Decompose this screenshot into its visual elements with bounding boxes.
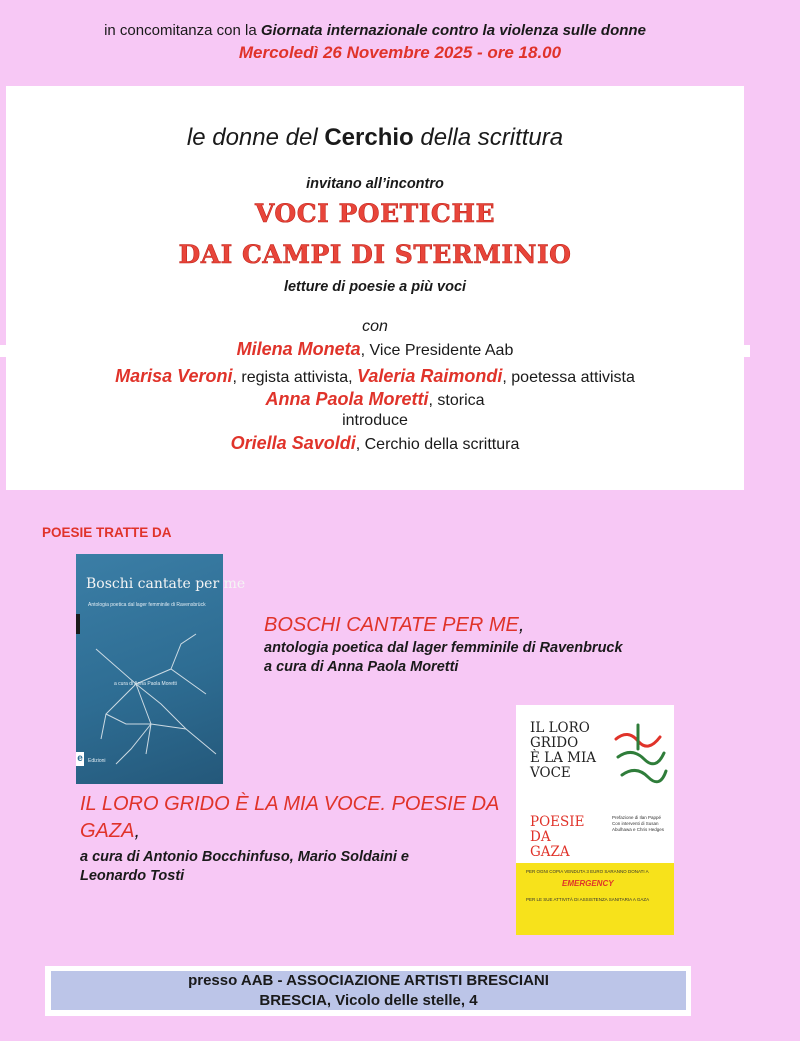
book2-description: a cura di Antonio Bocchinfuso, Mario Soldaini e Leonardo Tosti: [80, 849, 409, 884]
event-subtitle: letture di poesie a più voci: [283, 279, 467, 295]
speaker-name: Anna Paola Moretti: [265, 389, 429, 409]
introduce-label: introduce: [342, 412, 408, 429]
cover-donation-band: PER OGNI COPIA VENDUTA 3 EURO SARANNO DONATI A EMERGENCY PER LE SUE ATTIVITÀ DI ASSISTENZA SANITARIA A GAZA: [516, 863, 674, 935]
emergency-logo: EMERGENCY: [562, 879, 614, 888]
cover-subtitle: POESIE DA GAZA: [530, 814, 585, 860]
publisher-logo: e: [77, 753, 83, 764]
book-cover-gaza: [516, 705, 674, 935]
cover-subtitle: Antologia poetica dal lager femminile di Ravensbrück: [88, 602, 206, 608]
cover-credits: Prefazione di Ilan Pappé Con interventi di Susan Abulhawa e Chris Hedges: [612, 815, 665, 832]
cover-title: Boschi cantate per me: [86, 576, 246, 592]
speaker-line-3: Anna Paola Moretti, storica: [265, 389, 485, 409]
book2-title: IL LORO GRIDO È LA MIA VOCE. POESIE DA GAZA,: [80, 793, 499, 842]
venue-box: [51, 971, 686, 1010]
event-title-line-2: DAI CAMPI DI STERMINIO: [178, 240, 572, 269]
speaker-line-1: Milena Moneta, Vice Presidente Aab: [236, 339, 514, 359]
header-occasion: in concomitanza con la Giornata internazionale contro la violenza sulle donne: [104, 22, 646, 39]
speaker-name: Milena Moneta: [236, 339, 361, 359]
arabic-calligraphy-illustration: [608, 719, 670, 789]
event-date: Mercoledì 26 Novembre 2025 - ore 18.00: [238, 43, 562, 62]
cracked-glass-illustration: [76, 554, 223, 784]
invite-text: invitano all’incontro: [306, 176, 444, 192]
cover-author: a cura di Anna Paola Moretti: [114, 681, 177, 687]
speaker-name: Marisa Veroni: [115, 366, 233, 386]
cover-title: IL LORO GRIDO È LA MIA VOCE: [530, 720, 597, 781]
organizer-title: le donne del Cerchio della scrittura: [186, 124, 564, 151]
con-label: con: [362, 318, 388, 335]
event-title-line-1: VOCI POETICHE: [254, 199, 496, 228]
book-cover-boschi: [76, 554, 246, 784]
speaker-line-5: Oriella Savoldi, Cerchio della scrittura: [230, 433, 520, 453]
speaker-line-2: Marisa Veroni, regista attivista, Valeria Raimondi, poetessa attivista: [115, 366, 635, 386]
occasion-name: Giornata internazionale contro la violenza sulle donne: [260, 22, 646, 39]
book1-description: antologia poetica dal lager femminile di Ravenbruck a cura di Anna Paola Moretti: [264, 640, 623, 675]
venue-address: BRESCIA, Vicolo delle stelle, 4: [259, 992, 478, 1009]
speaker-name: Oriella Savoldi: [230, 433, 356, 453]
cover-publisher-bar: Edizioni: [88, 758, 106, 764]
venue-name: presso AAB - ASSOCIAZIONE ARTISTI BRESCIANI: [188, 972, 549, 989]
books-section-label: POESIE TRATTE DA: [42, 525, 172, 540]
speaker-name: Valeria Raimondi: [356, 366, 503, 386]
book1-title: BOSCHI CANTATE PER ME,: [264, 614, 525, 636]
